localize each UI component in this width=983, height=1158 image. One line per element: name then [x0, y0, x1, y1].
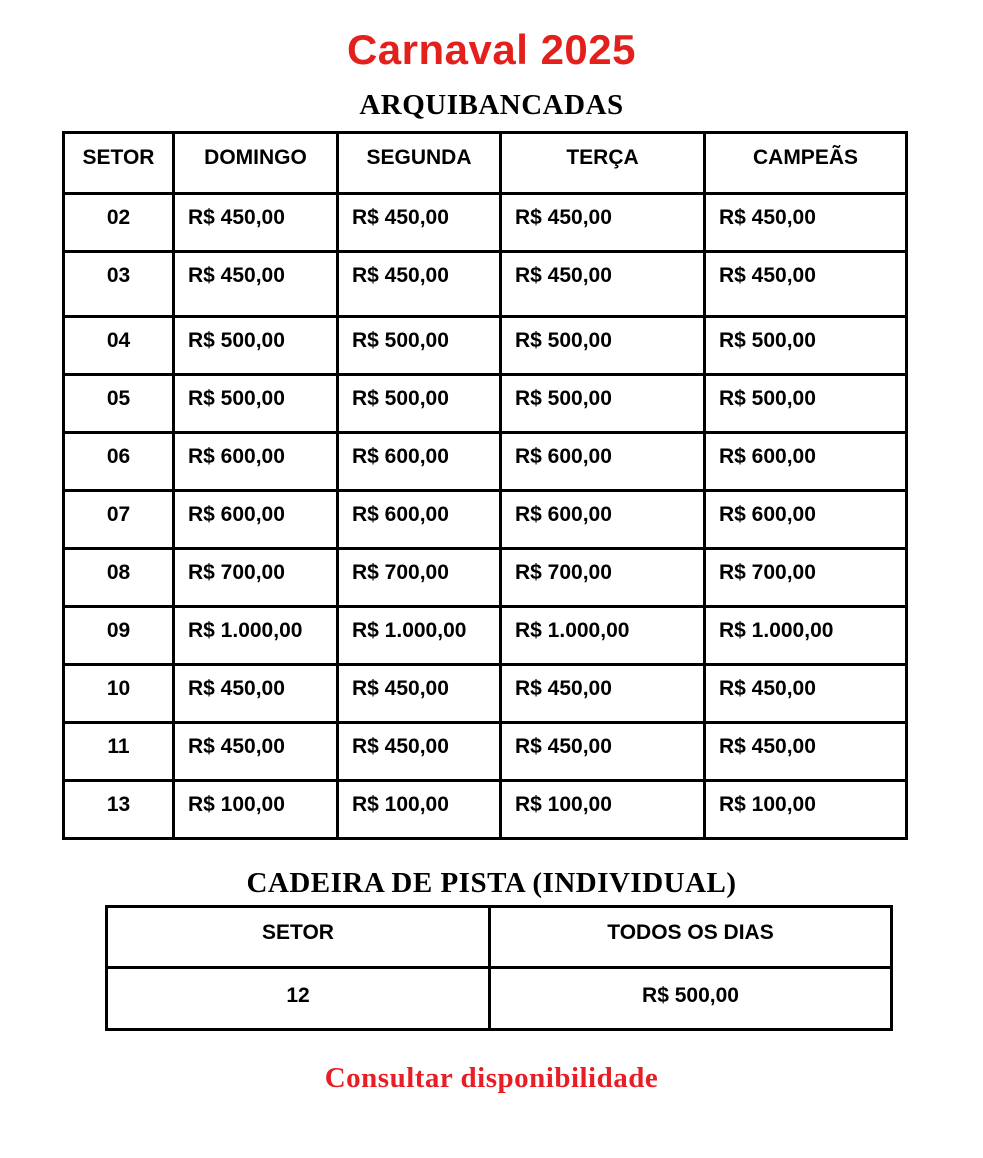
setor-cell: 11	[64, 722, 174, 780]
price-cell: R$ 500,00	[174, 374, 338, 432]
price-cell: R$ 450,00	[501, 251, 705, 316]
price-cell: R$ 500,00	[338, 374, 501, 432]
cadeira-column-header-setor: SETOR	[107, 907, 490, 968]
table-row	[64, 193, 907, 251]
price-cell: R$ 500,00	[490, 968, 892, 1030]
price-cell: R$ 100,00	[174, 780, 338, 838]
price-cell: R$ 600,00	[705, 490, 907, 548]
table-row	[64, 780, 907, 838]
arquibancadas-column-header-terca: TERÇA	[501, 132, 705, 193]
setor-cell: 10	[64, 664, 174, 722]
cadeira-heading: CADEIRA DE PISTA (INDIVIDUAL)	[246, 866, 737, 899]
table-row	[64, 548, 907, 606]
setor-cell: 03	[64, 251, 174, 316]
setor-cell: 05	[64, 374, 174, 432]
price-cell: R$ 100,00	[501, 780, 705, 838]
setor-cell: 13	[64, 780, 174, 838]
price-cell: R$ 600,00	[338, 432, 501, 490]
price-cell: R$ 450,00	[174, 722, 338, 780]
price-cell: R$ 450,00	[174, 193, 338, 251]
price-cell: R$ 600,00	[174, 490, 338, 548]
price-cell: R$ 450,00	[338, 193, 501, 251]
arquibancadas-column-header-campeas: CAMPEÃS	[705, 132, 907, 193]
setor-cell: 06	[64, 432, 174, 490]
price-cell: R$ 450,00	[174, 251, 338, 316]
price-cell: R$ 600,00	[338, 490, 501, 548]
price-cell: R$ 700,00	[501, 548, 705, 606]
setor-cell: 08	[64, 548, 174, 606]
price-cell: R$ 500,00	[338, 316, 501, 374]
table-row	[64, 432, 907, 490]
page-title: Carnaval 2025	[346, 26, 637, 73]
arquibancadas-table	[62, 131, 908, 840]
price-cell: R$ 450,00	[501, 193, 705, 251]
table-row	[64, 722, 907, 780]
table-row	[64, 316, 907, 374]
setor-cell: 02	[64, 193, 174, 251]
price-cell: R$ 450,00	[705, 722, 907, 780]
cadeira-body	[107, 968, 892, 1030]
arquibancadas-column-header-domingo: DOMINGO	[174, 132, 338, 193]
setor-cell: 09	[64, 606, 174, 664]
price-cell: R$ 600,00	[501, 490, 705, 548]
table-row	[64, 374, 907, 432]
price-cell: R$ 1.000,00	[338, 606, 501, 664]
cadeira-table	[105, 905, 893, 1031]
price-cell: R$ 600,00	[174, 432, 338, 490]
arquibancadas-column-header-setor: SETOR	[64, 132, 174, 193]
price-cell: R$ 500,00	[705, 374, 907, 432]
table-row	[64, 664, 907, 722]
setor-cell: 12	[107, 968, 490, 1030]
arquibancadas-header-row	[64, 132, 907, 193]
price-cell: R$ 700,00	[174, 548, 338, 606]
price-cell: R$ 1.000,00	[174, 606, 338, 664]
price-cell: R$ 450,00	[501, 664, 705, 722]
price-cell: R$ 700,00	[338, 548, 501, 606]
cadeira-header-row	[107, 907, 892, 968]
arquibancadas-column-header-segunda: SEGUNDA	[338, 132, 501, 193]
price-cell: R$ 450,00	[705, 193, 907, 251]
price-cell: R$ 600,00	[705, 432, 907, 490]
price-cell: R$ 1.000,00	[501, 606, 705, 664]
arquibancadas-body	[64, 193, 907, 838]
price-cell: R$ 100,00	[705, 780, 907, 838]
price-cell: R$ 700,00	[705, 548, 907, 606]
cadeira-column-header-todos-os-dias: TODOS OS DIAS	[490, 907, 892, 968]
price-cell: R$ 450,00	[338, 722, 501, 780]
price-sheet	[0, 26, 983, 1095]
price-cell: R$ 500,00	[501, 316, 705, 374]
price-cell: R$ 600,00	[501, 432, 705, 490]
setor-cell: 07	[64, 490, 174, 548]
table-row	[64, 251, 907, 316]
price-cell: R$ 500,00	[174, 316, 338, 374]
price-cell: R$ 500,00	[501, 374, 705, 432]
price-cell: R$ 450,00	[174, 664, 338, 722]
arquibancadas-heading: ARQUIBANCADAS	[359, 89, 624, 122]
price-cell: R$ 450,00	[338, 251, 501, 316]
price-cell: R$ 100,00	[338, 780, 501, 838]
price-cell: R$ 450,00	[338, 664, 501, 722]
price-cell: R$ 450,00	[705, 664, 907, 722]
setor-cell: 04	[64, 316, 174, 374]
table-row	[64, 490, 907, 548]
table-row	[64, 606, 907, 664]
price-cell: R$ 500,00	[705, 316, 907, 374]
price-cell: R$ 450,00	[501, 722, 705, 780]
availability-note: Consultar disponibilidade	[324, 1062, 659, 1095]
price-cell: R$ 450,00	[705, 251, 907, 316]
table-row	[107, 968, 892, 1030]
price-cell: R$ 1.000,00	[705, 606, 907, 664]
